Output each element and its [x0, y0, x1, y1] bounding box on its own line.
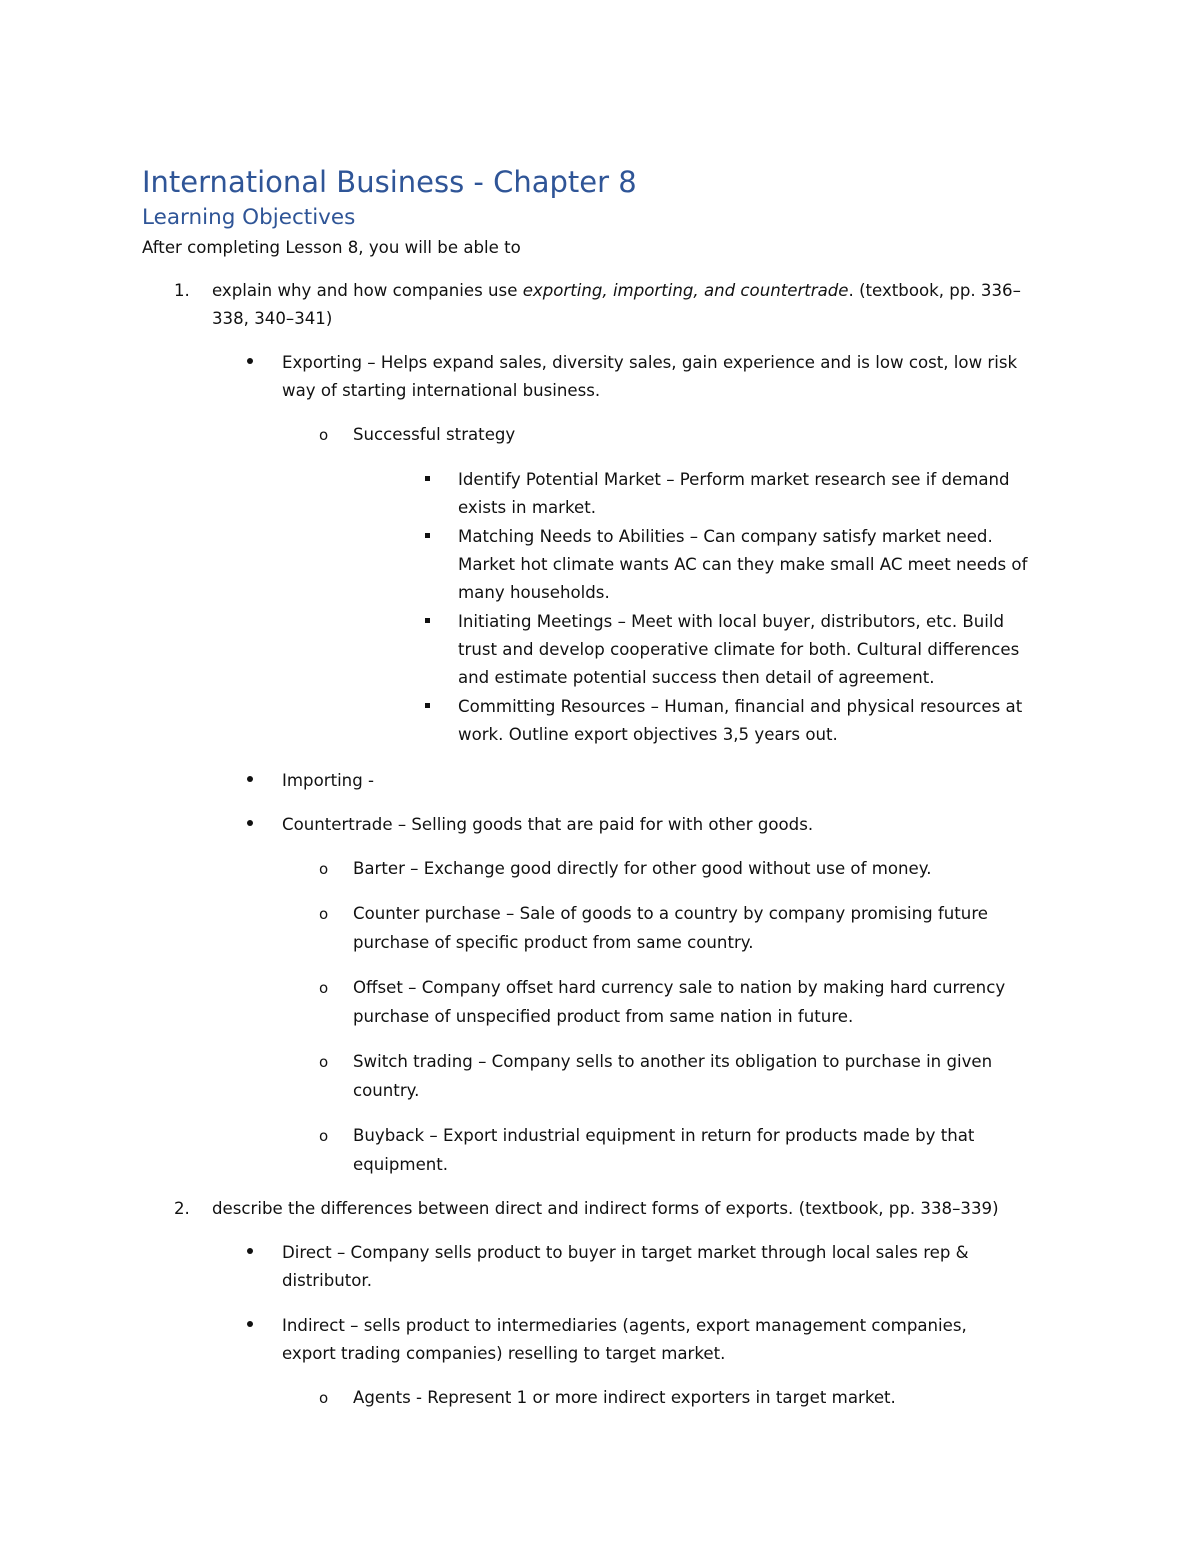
objective-number: 2. — [174, 1199, 190, 1218]
circle-bullet-icon: o — [319, 905, 329, 923]
countertrade-type: Buyback – Export industrial equipment in return for products made by that — [353, 1126, 975, 1145]
page-title: International Business - Chapter 8 — [142, 165, 637, 199]
objective-1-text: explain why and how companies use — [212, 281, 523, 300]
exporting-line-2: way of starting international business. — [282, 381, 601, 400]
countertrade-line: Countertrade – Selling goods that are paid for with other goods. — [282, 815, 814, 834]
objective-1-italic-terms: exporting, importing, and countertrade — [522, 281, 849, 300]
countertrade-type: Counter purchase – Sale of goods to a country by company promising future — [353, 904, 988, 923]
circle-bullet-icon: o — [319, 1053, 329, 1071]
step-line: trust and develop cooperative climate for both. Cultural differences — [458, 640, 1020, 659]
countertrade-type: purchase of unspecified product from same nation in future. — [353, 1007, 854, 1026]
circle-bullet-icon: o — [319, 979, 329, 997]
countertrade-type: Barter – Exchange good directly for other good without use of money. — [353, 859, 932, 878]
direct-line: distributor. — [282, 1271, 373, 1290]
step-line: Initiating Meetings – Meet with local buyer, distributors, etc. Build — [458, 612, 1005, 631]
countertrade-type: equipment. — [353, 1155, 449, 1174]
bullet-icon — [247, 820, 253, 826]
section-heading: Learning Objectives — [142, 205, 356, 230]
bullet-icon — [247, 1321, 253, 1327]
step-line: exists in market. — [458, 498, 596, 517]
countertrade-type: purchase of specific product from same country. — [353, 933, 754, 952]
bullet-icon — [247, 358, 253, 364]
step-line: and estimate potential success then detail of agreement. — [458, 668, 935, 687]
objective-2-line-1: describe the differences between direct and indirect forms of exports. (textbook, pp. 338–339) — [212, 1199, 999, 1218]
circle-bullet-icon: o — [319, 1389, 329, 1407]
bullet-icon — [247, 776, 253, 782]
square-bullet-icon — [425, 618, 430, 623]
direct-line: Direct – Company sells product to buyer in target market through local sales rep & — [282, 1243, 969, 1262]
step-line: many households. — [458, 583, 610, 602]
square-bullet-icon — [425, 476, 430, 481]
countertrade-type: Switch trading – Company sells to another its obligation to purchase in given — [353, 1052, 993, 1071]
intro-text: After completing Lesson 8, you will be able to — [142, 238, 521, 257]
circle-bullet-icon: o — [319, 860, 329, 878]
objective-1-line-1 — [212, 280, 1021, 302]
bullet-icon — [247, 1248, 253, 1254]
importing-line: Importing - — [282, 771, 374, 790]
countertrade-type: Offset – Company offset hard currency sale to nation by making hard currency — [353, 978, 1006, 997]
strategy-label: Successful strategy — [353, 425, 516, 444]
square-bullet-icon — [425, 703, 430, 708]
indirect-line: export trading companies) reselling to target market. — [282, 1344, 726, 1363]
step-line: Matching Needs to Abilities – Can company satisfy market need. — [458, 527, 993, 546]
circle-bullet-icon: o — [319, 1127, 329, 1145]
agents-line: Agents - Represent 1 or more indirect exporters in target market. — [353, 1388, 896, 1407]
objective-1-line-2: 338, 340–341) — [212, 309, 333, 328]
indirect-line: Indirect – sells product to intermediaries (agents, export management companies, — [282, 1316, 967, 1335]
step-line: Identify Potential Market – Perform market research see if demand — [458, 470, 1010, 489]
exporting-line-1: Exporting – Helps expand sales, diversity sales, gain experience and is low cost, low risk — [282, 353, 1018, 372]
step-line: Committing Resources – Human, financial and physical resources at — [458, 697, 1023, 716]
objective-1-reference: . (textbook, pp. 336– — [848, 281, 1021, 300]
step-line: Market hot climate wants AC can they make small AC meet needs of — [458, 555, 1028, 574]
square-bullet-icon — [425, 533, 430, 538]
circle-bullet-icon: o — [319, 426, 329, 444]
objective-number: 1. — [174, 281, 190, 300]
countertrade-type: country. — [353, 1081, 420, 1100]
step-line: work. Outline export objectives 3,5 years out. — [458, 725, 838, 744]
